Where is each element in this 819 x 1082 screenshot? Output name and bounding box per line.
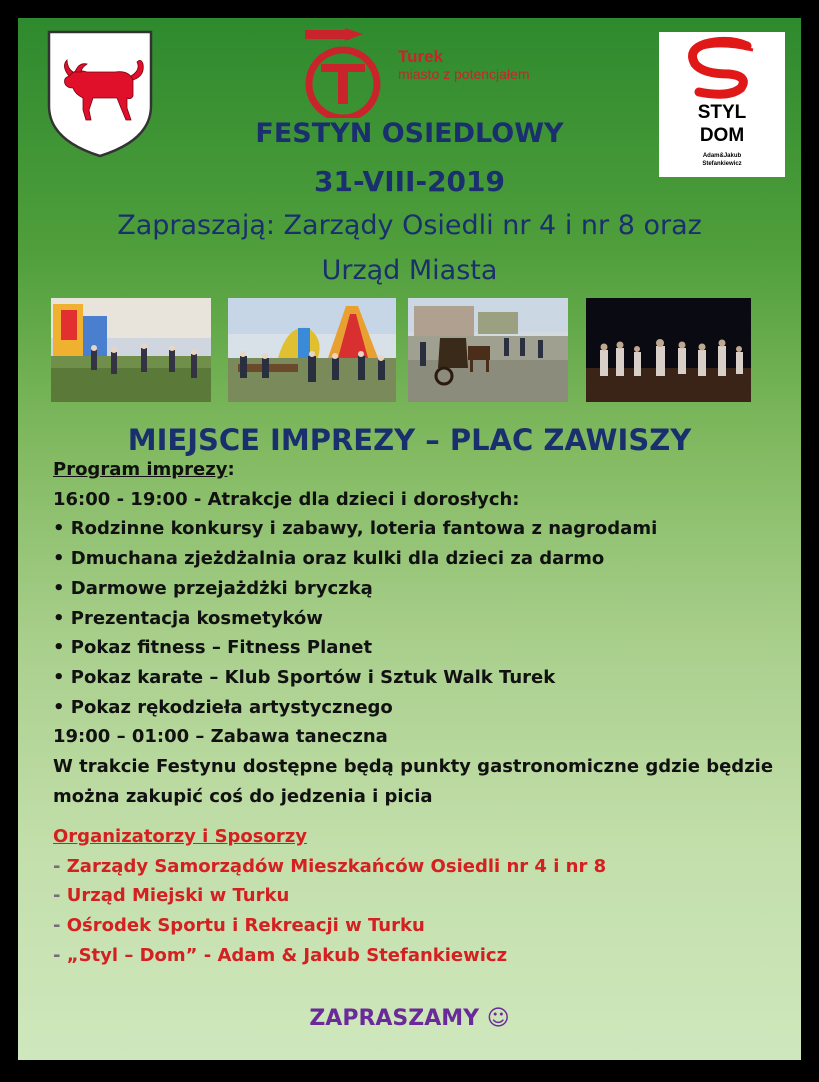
program-time-block-2: 19:00 – 01:00 – Zabawa taneczna bbox=[53, 726, 388, 748]
styl-dom-logo bbox=[659, 32, 785, 177]
organizer-name: Ośrodek Sportu i Rekreacji w Turku bbox=[66, 915, 425, 937]
program-item: • Rodzinne konkursy i zabawy, loteria fantowa z nagrodami bbox=[53, 518, 658, 540]
dom-word: DOM bbox=[699, 125, 745, 146]
styl-owners-line1: Adam&Jakub bbox=[702, 153, 742, 159]
organizer-dash: - bbox=[53, 944, 67, 966]
styl-owners-line2: Stefankiewicz bbox=[702, 161, 742, 167]
program-heading-colon: : bbox=[227, 459, 235, 480]
organizer-dash: - bbox=[53, 855, 67, 877]
festival-poster bbox=[18, 18, 801, 1060]
organizer-name: Zarządy Samorządów Mieszkańców Osiedli nr 4 i nr 8 bbox=[66, 855, 607, 877]
event-photo-slide bbox=[228, 298, 396, 402]
event-title: FESTYN OSIEDLOWY bbox=[255, 118, 564, 149]
program-item: • Prezentacja kosmetyków bbox=[53, 607, 323, 629]
organizer-name: „Styl – Dom” - Adam & Jakub Stefankiewicz bbox=[66, 944, 508, 966]
event-photo-inflatable bbox=[51, 298, 211, 402]
program-item: • Darmowe przejażdżki bryczką bbox=[53, 577, 373, 599]
program-item: • Pokaz fitness – Fitness Planet bbox=[53, 637, 373, 659]
styl-dom-s-icon bbox=[659, 34, 785, 104]
program-time-block-1: 16:00 - 19:00 - Atrakcje dla dzieci i dorosłych: bbox=[53, 488, 520, 510]
program-item: • Dmuchana zjeżdżalnia oraz kulki dla dzieci za darmo bbox=[53, 548, 605, 570]
program-heading bbox=[53, 455, 773, 485]
invite-line-1: Zapraszają: Zarządy Osiedli nr 4 i nr 8 oraz bbox=[117, 210, 702, 241]
venue-heading: MIEJSCE IMPREZY – PLAC ZAWISZY bbox=[127, 423, 692, 457]
gastronomy-note-line-1: W trakcie Festynu dostępne będą punkty gastronomiczne gdzie będzie bbox=[53, 756, 774, 778]
organizer-item bbox=[53, 941, 606, 971]
turek-t-logo-icon bbox=[303, 28, 383, 118]
turek-brand-logo bbox=[303, 28, 623, 128]
styl-word: STYL bbox=[697, 102, 747, 123]
program-item: • Pokaz karate – Klub Sportów i Sztuk Walk Turek bbox=[53, 666, 556, 688]
organizer-dash: - bbox=[53, 885, 67, 907]
event-photo-carriage bbox=[408, 298, 568, 402]
program-item: • Pokaz rękodzieła artystycznego bbox=[53, 696, 393, 718]
event-photo-dance-night bbox=[586, 298, 751, 402]
organizer-name: Urząd Miejski w Turku bbox=[66, 885, 290, 907]
organizers-section bbox=[53, 822, 606, 971]
program-section bbox=[53, 455, 773, 811]
brand-slogan: miasto z potencjałem bbox=[398, 65, 530, 82]
organizer-item bbox=[53, 852, 606, 882]
organizer-item bbox=[53, 881, 606, 911]
organizers-heading: Organizatorzy i Sposorzy bbox=[53, 826, 307, 847]
organizer-item bbox=[53, 911, 606, 941]
event-date: 31-VIII-2019 bbox=[313, 165, 506, 198]
program-heading-label: Program imprezy bbox=[53, 459, 228, 480]
organizer-dash: - bbox=[53, 915, 67, 937]
closing-invitation: ZAPRASZAMY ☺ bbox=[309, 1006, 510, 1031]
gastronomy-note-line-2: można zakupić coś do jedzenia i picia bbox=[53, 785, 433, 807]
brand-name: Turek bbox=[398, 47, 444, 66]
invite-line-2: Urząd Miasta bbox=[321, 255, 498, 286]
